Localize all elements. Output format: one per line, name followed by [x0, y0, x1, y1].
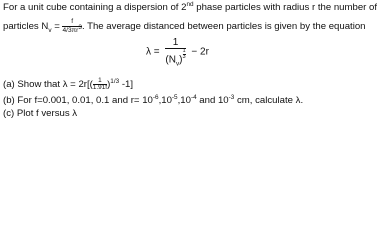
fraction-denominator: 1.91f	[92, 84, 108, 91]
problem-text: particles N	[3, 21, 49, 32]
part-b	[3, 95, 303, 107]
part-a	[3, 78, 133, 92]
problem-line-1	[3, 2, 377, 14]
exponent: -3	[228, 93, 235, 101]
part-a-text: -1]	[119, 79, 134, 91]
problem-text: . The average distanced between particles is given by the equation	[81, 21, 366, 32]
problem-text: phase particles with radius r the number of	[193, 2, 377, 13]
fraction-numerator: 1	[93, 78, 107, 85]
part-b-text: ,10	[158, 95, 172, 106]
nv-fraction	[62, 18, 81, 35]
fraction-numerator: f	[62, 18, 81, 27]
equation-fraction	[165, 37, 185, 66]
denominator-text: )	[179, 54, 183, 66]
exponent-numerator: 1	[182, 48, 186, 54]
part-a-fraction	[93, 78, 107, 91]
exponent: -4	[190, 93, 197, 101]
exponent-fraction	[183, 49, 186, 60]
exponent: 3	[78, 23, 82, 31]
equation-rhs: − 2r	[191, 46, 209, 58]
part-b-text: ,10	[177, 95, 191, 106]
exponent: -5	[171, 93, 178, 101]
fraction-denominator	[62, 23, 82, 35]
denominator-text: 4/3πr	[62, 26, 79, 34]
part-c-text: (c) Plot f versus λ	[3, 108, 78, 119]
part-a-text: (a) Show that λ = 2r[(	[3, 79, 93, 91]
equation-numerator: 1	[165, 37, 185, 49]
problem-line-2	[3, 17, 366, 37]
equation-lhs: λ =	[146, 46, 160, 58]
denominator-text: (N	[165, 54, 176, 66]
part-b-text: cm, calculate λ.	[234, 95, 304, 106]
equals-sign: =	[51, 21, 63, 32]
part-b-text: and 10	[196, 95, 229, 106]
part-b-text: (b) For f=0.001, 0.01, 0.1 and r= 10	[3, 95, 153, 106]
ordinal-suffix: nd	[186, 0, 194, 8]
part-a-text: )	[107, 79, 111, 91]
exponent-denominator: 3	[182, 54, 186, 60]
exponent: 1/3	[110, 77, 120, 85]
lambda-equation	[146, 37, 209, 66]
equation-denominator	[165, 49, 185, 66]
part-c	[3, 108, 77, 120]
subscript: v	[48, 26, 52, 34]
exponent: -6	[152, 93, 159, 101]
subscript: v	[175, 60, 180, 68]
problem-text: For a unit cube containing a dispersion of 2	[3, 2, 187, 13]
